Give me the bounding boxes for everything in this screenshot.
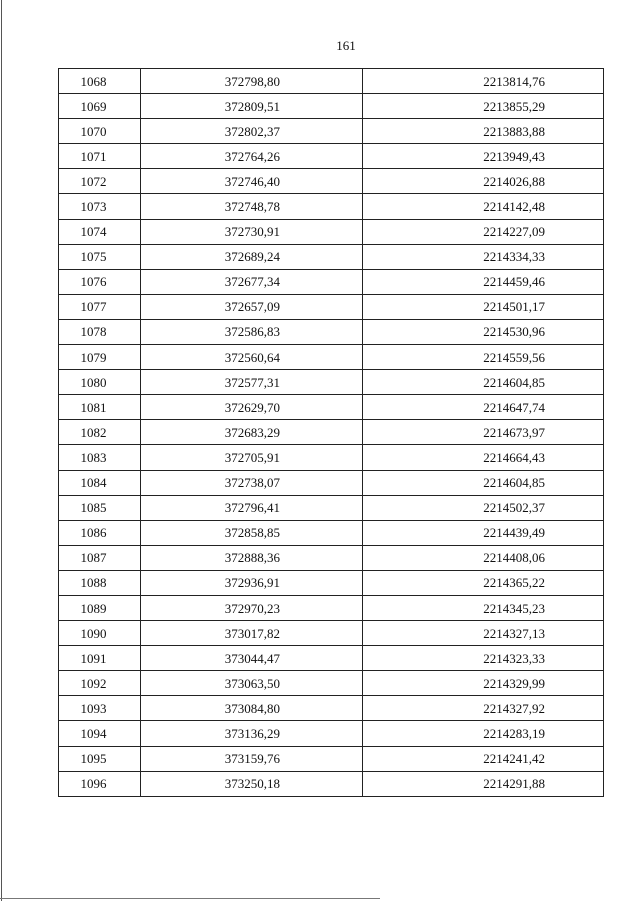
point-number-cell: 1082	[59, 420, 141, 445]
table-row	[59, 395, 604, 420]
table-row	[59, 470, 604, 495]
y-coordinate-cell: 2214345,23	[363, 595, 604, 620]
point-number-cell: 1094	[59, 721, 141, 746]
point-number-cell: 1068	[59, 69, 141, 94]
point-number-cell: 1083	[59, 445, 141, 470]
point-number-cell: 1070	[59, 119, 141, 144]
point-number-cell: 1078	[59, 319, 141, 344]
table-row	[59, 194, 604, 219]
point-number-cell: 1093	[59, 696, 141, 721]
point-number-cell: 1074	[59, 219, 141, 244]
x-coordinate-cell: 373084,80	[141, 696, 363, 721]
point-number-cell: 1069	[59, 94, 141, 119]
x-coordinate-cell: 373017,82	[141, 621, 363, 646]
scan-edge-left	[1, 0, 2, 901]
point-number-cell: 1077	[59, 294, 141, 319]
point-number-cell: 1075	[59, 244, 141, 269]
point-number-cell: 1079	[59, 345, 141, 370]
x-coordinate-cell: 372796,41	[141, 495, 363, 520]
x-coordinate-cell: 372657,09	[141, 294, 363, 319]
table-row	[59, 244, 604, 269]
y-coordinate-cell: 2214501,17	[363, 294, 604, 319]
point-number-cell: 1086	[59, 520, 141, 545]
table-row	[59, 696, 604, 721]
scan-edge-bottom	[0, 898, 380, 899]
coordinates-table	[58, 68, 604, 797]
x-coordinate-cell: 372809,51	[141, 94, 363, 119]
x-coordinate-cell: 372730,91	[141, 219, 363, 244]
point-number-cell: 1089	[59, 595, 141, 620]
point-number-cell: 1076	[59, 269, 141, 294]
table-row	[59, 269, 604, 294]
y-coordinate-cell: 2213949,43	[363, 144, 604, 169]
y-coordinate-cell: 2214291,88	[363, 771, 604, 796]
y-coordinate-cell: 2214142,48	[363, 194, 604, 219]
table-row	[59, 370, 604, 395]
table-row	[59, 671, 604, 696]
y-coordinate-cell: 2213883,88	[363, 119, 604, 144]
y-coordinate-cell: 2213855,29	[363, 94, 604, 119]
point-number-cell: 1085	[59, 495, 141, 520]
x-coordinate-cell: 372888,36	[141, 545, 363, 570]
y-coordinate-cell: 2214502,37	[363, 495, 604, 520]
y-coordinate-cell: 2214327,92	[363, 696, 604, 721]
x-coordinate-cell: 373159,76	[141, 746, 363, 771]
x-coordinate-cell: 372764,26	[141, 144, 363, 169]
table-row	[59, 495, 604, 520]
table-row	[59, 345, 604, 370]
x-coordinate-cell: 372560,64	[141, 345, 363, 370]
y-coordinate-cell: 2214673,97	[363, 420, 604, 445]
table-row	[59, 420, 604, 445]
x-coordinate-cell: 372858,85	[141, 520, 363, 545]
y-coordinate-cell: 2214459,46	[363, 269, 604, 294]
point-number-cell: 1071	[59, 144, 141, 169]
table-row	[59, 721, 604, 746]
table-row	[59, 646, 604, 671]
point-number-cell: 1096	[59, 771, 141, 796]
table-row	[59, 169, 604, 194]
x-coordinate-cell: 373250,18	[141, 771, 363, 796]
y-coordinate-cell: 2214530,96	[363, 319, 604, 344]
x-coordinate-cell: 372738,07	[141, 470, 363, 495]
x-coordinate-cell: 373063,50	[141, 671, 363, 696]
y-coordinate-cell: 2214329,99	[363, 671, 604, 696]
table-row	[59, 144, 604, 169]
point-number-cell: 1081	[59, 395, 141, 420]
y-coordinate-cell: 2214439,49	[363, 520, 604, 545]
y-coordinate-cell: 2214227,09	[363, 219, 604, 244]
point-number-cell: 1090	[59, 621, 141, 646]
y-coordinate-cell: 2213814,76	[363, 69, 604, 94]
y-coordinate-cell: 2214604,85	[363, 370, 604, 395]
x-coordinate-cell: 372683,29	[141, 420, 363, 445]
x-coordinate-cell: 373044,47	[141, 646, 363, 671]
y-coordinate-cell: 2214327,13	[363, 621, 604, 646]
x-coordinate-cell: 373136,29	[141, 721, 363, 746]
point-number-cell: 1073	[59, 194, 141, 219]
table-row	[59, 319, 604, 344]
x-coordinate-cell: 372970,23	[141, 595, 363, 620]
y-coordinate-cell: 2214559,56	[363, 345, 604, 370]
y-coordinate-cell: 2214647,74	[363, 395, 604, 420]
point-number-cell: 1088	[59, 570, 141, 595]
table-row	[59, 520, 604, 545]
table-row	[59, 445, 604, 470]
y-coordinate-cell: 2214604,85	[363, 470, 604, 495]
x-coordinate-cell: 372802,37	[141, 119, 363, 144]
table-row	[59, 595, 604, 620]
table-row	[59, 746, 604, 771]
y-coordinate-cell: 2214283,19	[363, 721, 604, 746]
table-row	[59, 119, 604, 144]
point-number-cell: 1092	[59, 671, 141, 696]
y-coordinate-cell: 2214334,33	[363, 244, 604, 269]
page-number: 161	[336, 38, 356, 53]
table-row	[59, 570, 604, 595]
y-coordinate-cell: 2214026,88	[363, 169, 604, 194]
y-coordinate-cell: 2214408,06	[363, 545, 604, 570]
y-coordinate-cell: 2214241,42	[363, 746, 604, 771]
point-number-cell: 1080	[59, 370, 141, 395]
table-row	[59, 219, 604, 244]
table-row	[59, 621, 604, 646]
coordinates-table-body	[59, 69, 604, 797]
x-coordinate-cell: 372746,40	[141, 169, 363, 194]
x-coordinate-cell: 372689,24	[141, 244, 363, 269]
x-coordinate-cell: 372705,91	[141, 445, 363, 470]
y-coordinate-cell: 2214664,43	[363, 445, 604, 470]
x-coordinate-cell: 372748,78	[141, 194, 363, 219]
point-number-cell: 1095	[59, 746, 141, 771]
table-row	[59, 294, 604, 319]
y-coordinate-cell: 2214323,33	[363, 646, 604, 671]
table-row	[59, 545, 604, 570]
y-coordinate-cell: 2214365,22	[363, 570, 604, 595]
table-row	[59, 771, 604, 796]
x-coordinate-cell: 372936,91	[141, 570, 363, 595]
x-coordinate-cell: 372798,80	[141, 69, 363, 94]
table-row	[59, 94, 604, 119]
x-coordinate-cell: 372586,83	[141, 319, 363, 344]
x-coordinate-cell: 372629,70	[141, 395, 363, 420]
point-number-cell: 1084	[59, 470, 141, 495]
point-number-cell: 1072	[59, 169, 141, 194]
x-coordinate-cell: 372577,31	[141, 370, 363, 395]
table-row	[59, 69, 604, 94]
point-number-cell: 1087	[59, 545, 141, 570]
x-coordinate-cell: 372677,34	[141, 269, 363, 294]
point-number-cell: 1091	[59, 646, 141, 671]
